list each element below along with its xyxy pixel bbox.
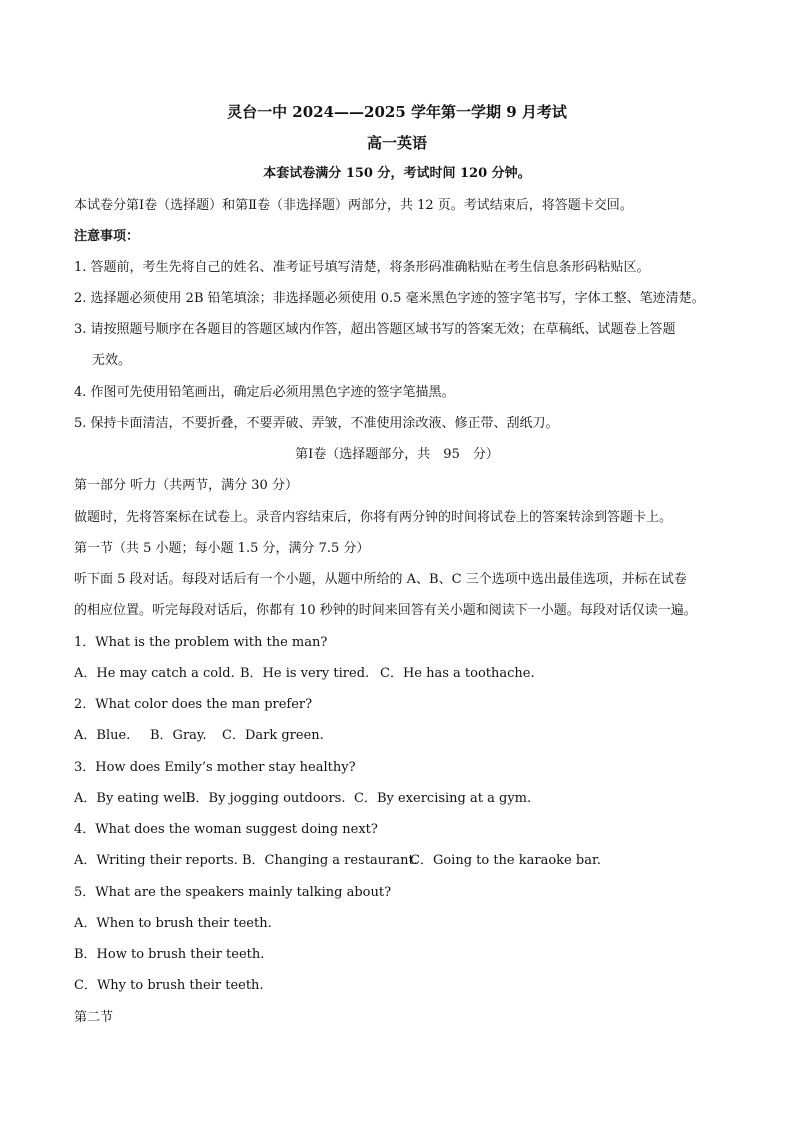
option-b: B．Gray.: [150, 728, 207, 743]
option-a: A．He may catch a cold.: [74, 666, 235, 681]
option-a: A．By eating well.: [74, 791, 195, 806]
note-item: 5. 保持卡面清洁，不要折叠，不要弄破、弄皱，不准使用涂改液、修正带、刮纸刀。: [74, 416, 559, 431]
note-item-continued: 无效。: [92, 353, 132, 368]
score-info: 本套试卷满分 150 分，考试时间 120 分钟。: [263, 166, 531, 181]
exam-title: 灵台一中 2024——2025 学年第一学期 9 月考试: [227, 103, 567, 121]
note-item: 1. 答题前，考生先将自己的姓名、准考证号填写清楚，将条形码准确粘贴在考生信息条形码粘贴区。: [74, 260, 650, 275]
note-item: 3. 请按照题号顺序在各题目的答题区域内作答，超出答题区域书写的答案无效；在草稿纸、试题卷上答题: [74, 322, 676, 337]
section-heading: 第Ⅰ卷（选择题部分，共 95 分）: [295, 447, 499, 462]
option-c: C．He has a toothache.: [380, 666, 535, 681]
directions-text: 听下面 5 段对话。每段对话后有一个小题，从题中所给的 A、B、C 三个选项中选出最佳选项，并标在试卷: [74, 572, 687, 587]
option-a: A．Blue.: [74, 728, 131, 743]
option-c: C．Going to the karaoke bar.: [410, 853, 601, 868]
question-stem: 4．What does the woman suggest doing next?: [74, 822, 378, 837]
subsection-heading: 第一节（共 5 小题；每小题 1.5 分，满分 7.5 分）: [74, 541, 370, 556]
question-stem: 3．How does Emily’s mother stay healthy?: [74, 760, 356, 775]
question-stem: 2．What color does the man prefer?: [74, 697, 313, 712]
option-c: C．Why to brush their teeth.: [74, 978, 264, 993]
notes-heading: 注意事项：: [74, 229, 140, 244]
question-stem: 5．What are the speakers mainly talking about?: [74, 885, 392, 900]
option-b: B．How to brush their teeth.: [74, 947, 265, 962]
intro-text: 本试卷分第Ⅰ卷（选择题）和第Ⅱ卷（非选择题）两部分，共 12 页。考试结束后，将答题卡交回。: [74, 198, 633, 213]
option-c: C．By exercising at a gym.: [354, 791, 532, 806]
note-item: 4. 作图可先使用铅笔画出，确定后必须用黑色字迹的签字笔描黑。: [74, 385, 455, 400]
option-a: A．When to brush their teeth.: [74, 916, 272, 931]
option-b: B．Changing a restaurant.: [242, 853, 418, 868]
option-a: A．Writing their reports.: [74, 853, 238, 868]
option-b: B．He is very tired.: [240, 666, 370, 681]
note-item: 2. 选择题必须使用 2B 铅笔填涂；非选择题必须使用 0.5 毫米黑色字迹的签字笔书写，字体工整、笔迹清楚。: [74, 291, 705, 306]
instruction-text: 做题时，先将答案标在试卷上。录音内容结束后，你将有两分钟的时间将试卷上的答案转涂到答题卡上。: [74, 510, 673, 525]
directions-text: 的相应位置。听完每段对话后，你都有 10 秒钟的时间来回答有关小题和阅读下一小题。每段对话仅读一遍。: [74, 603, 697, 618]
option-c: C．Dark green.: [222, 728, 324, 743]
question-stem: 1．What is the problem with the man?: [74, 635, 328, 650]
option-b: B．By jogging outdoors.: [186, 791, 346, 806]
subject-title: 高一英语: [366, 134, 427, 152]
part-heading: 第一部分 听力（共两节，满分 30 分）: [74, 478, 298, 493]
subsection-heading: 第二节: [74, 1010, 114, 1025]
